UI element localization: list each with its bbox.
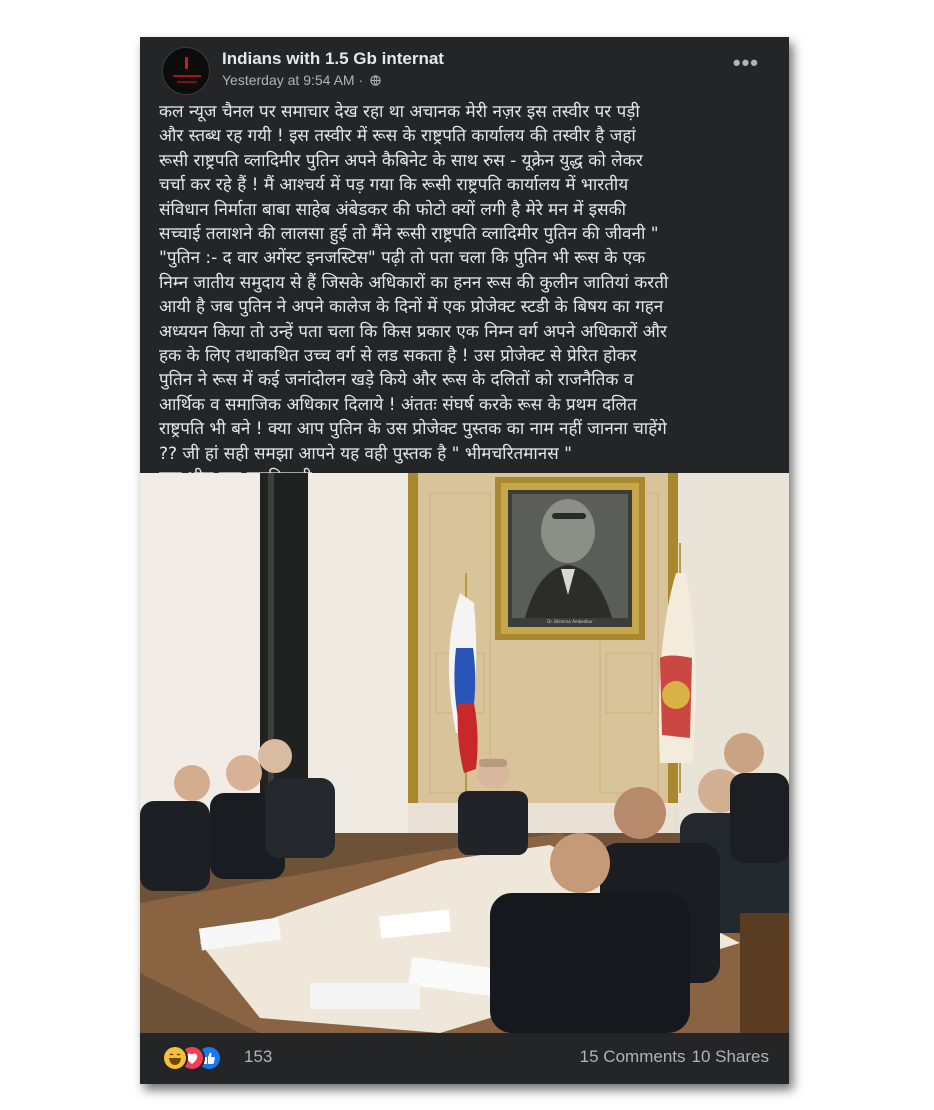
post-text-line: राष्ट्रपति भी बने ! क्या आप पुतिन के उस प्रोजेक्ट पुस्तक का नाम नहीं जानना चाहेंगे	[159, 419, 667, 440]
engagement-counts	[574, 1047, 769, 1067]
post-text-line: आयी है जब पुतिन ने अपने कालेज के दिनों में एक प्रोजेक्ट स्टडी के बिषय का गहन	[159, 297, 664, 318]
reaction-count[interactable]: 153	[244, 1047, 273, 1066]
post-photo[interactable]	[140, 473, 789, 1033]
meta-separator: ·	[354, 72, 368, 88]
post-text-line: "पुतिन :- द वार अगेंस्ट इनजस्टिस" पढ़ी तो पता चला कि पुतिन भी रूस के एक	[159, 248, 646, 269]
globe-icon	[370, 75, 381, 86]
avatar-logo-mark	[185, 57, 188, 69]
post-text-line: निम्न जातीय समुदाय से हैं जिसके अधिकारों का हनन रूस की कुलीन जातियां करती	[159, 272, 669, 293]
post-text-line: सच्चाई तलाशने की लालसा हुई तो मैंने रूसी राष्ट्रपति व्लादिमीर पुतिन की जीवनी "	[159, 224, 659, 245]
post-text-line: रूसी राष्ट्रपति व्लादिमीर पुतिन अपने कैबिनेट के साथ रुस - यूक्रेन युद्ध को लेकर	[159, 150, 643, 171]
page-avatar[interactable]	[162, 47, 210, 95]
shares-count-link[interactable]: 10 Shares	[691, 1047, 769, 1066]
post-footer	[140, 1033, 789, 1084]
post-text-line: संविधान निर्माता बाबा साहेब अंबेडकर की फोटो क्यों लगी है मेरे मन में इसकी	[159, 199, 627, 220]
post-text-line: ?? जी हां सही समझा आपने यह वही पुस्तक है " भीमचरितमानस "	[159, 443, 572, 464]
post-text	[159, 100, 777, 491]
more-options-button[interactable]: •••	[732, 50, 759, 75]
haha-icon	[162, 1045, 188, 1071]
facebook-post-card	[140, 37, 789, 1084]
post-text-line: कल न्यूज चैनल पर समाचार देख रहा था अचानक मेरी नज़र इस तस्वीर पर पड़ी	[159, 102, 640, 122]
post-text-line: पुतिन ने रूस में कई जनांदोलन खड़े किये और रूस के दलितों को राजनैतिक व	[159, 370, 634, 391]
post-text-line: आर्थिक व समाजिक अधिकार दिलाये ! अंततः संघर्ष करके रूस के प्रथम दलित	[159, 394, 637, 415]
post-text-line: अध्ययन किया तो उन्हें पता चला कि किस प्रकार एक निम्न वर्ग अपने अधिकारों और	[159, 321, 667, 342]
post-timestamp[interactable]: Yesterday at 9:54 AM	[222, 72, 355, 88]
post-text-line: चर्चा कर रहे हैं ! मैं आश्चर्य में पड़ गया कि रूसी राष्ट्रपति कार्यालय में भारतीय	[159, 175, 629, 196]
page-name-link[interactable]: Indians with 1.5 Gb internat	[222, 49, 444, 68]
post-text-line: हक के लिए तथाकथित उच्च वर्ग से लड सकता है ! उस प्रोजेक्ट से प्रेरित होकर	[159, 346, 637, 367]
comments-count-link[interactable]: 15 Comments	[579, 1047, 686, 1066]
portrait-caption: Dr. Bhimrao Ambedkar	[547, 619, 593, 624]
post-meta	[222, 72, 381, 88]
post-text-line: और स्तब्ध रह गयी ! इस तस्वीर में रूस के राष्ट्रपति कार्यालय की तस्वीर है जहां	[159, 126, 636, 147]
cabinet-meeting-photo	[140, 473, 789, 1033]
